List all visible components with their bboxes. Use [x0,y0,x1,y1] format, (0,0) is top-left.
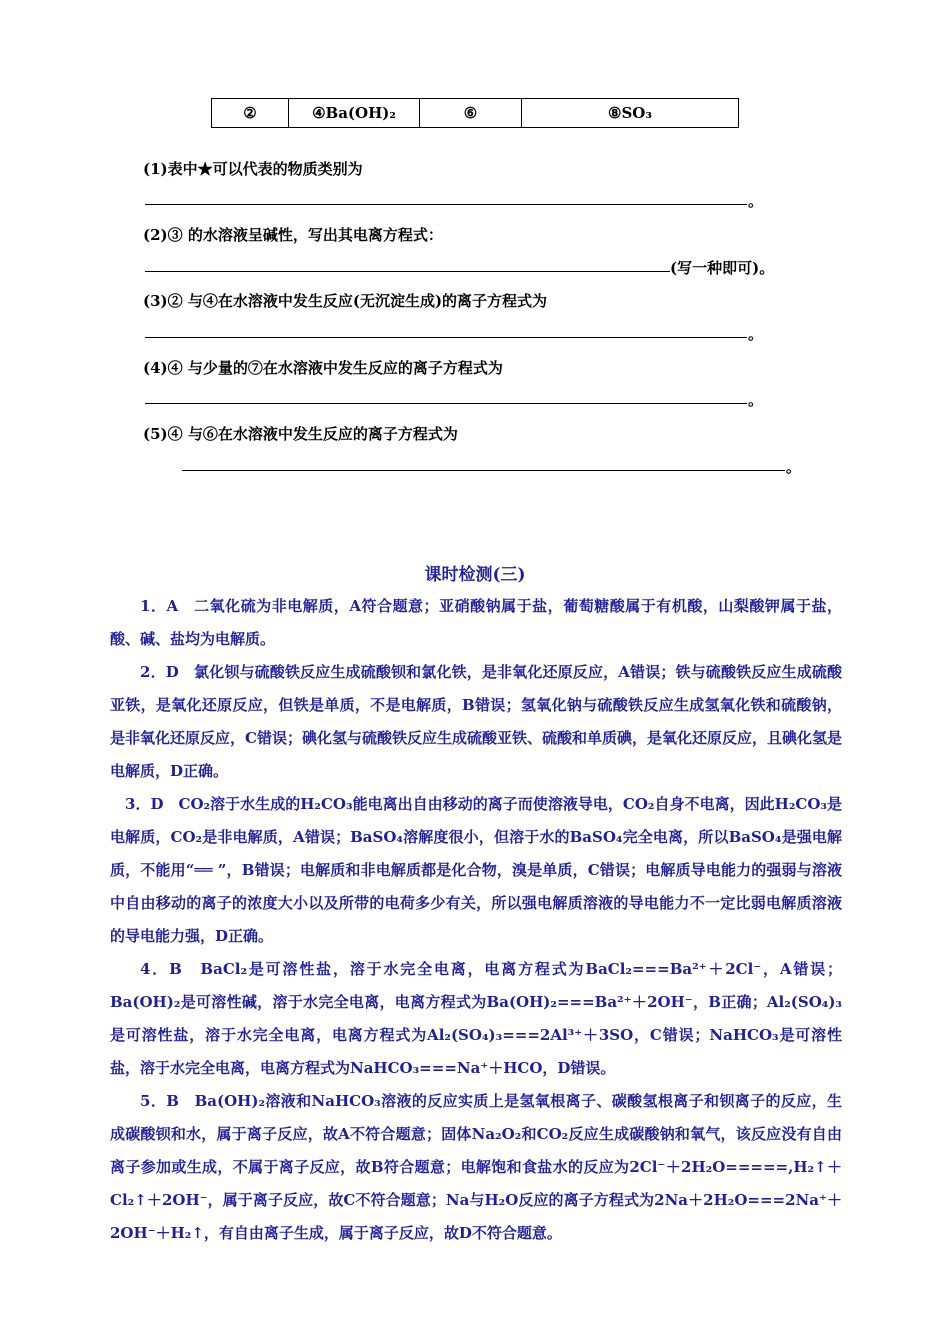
answer-line-4 [145,403,747,404]
answer-line-3 [145,337,747,338]
answer-line-1 [145,204,747,205]
question-1-end: 。 [748,192,764,210]
substance-table [211,98,739,128]
answer-item: 3．D CO₂溶于水生成的H₂CO₃能电离出自由移动的离子而使溶液导电，CO₂自身不电离，因此H₂CO₃是电解质，CO₂是非电解质，A错误；BaSO₄溶解度很小，但溶于水的BaSO₄完全电离，所以BaSO₄是强电解质，不能用“══ ”，B错误；电解质和非电解质都是化合物，溴是单质，C错误；电解质导电能力的强弱与溶液中自由移动的离子的浓度大小以及所带的电荷多少有关，所以强电解质溶液的导电能力不一定比弱电解质溶液的导电能力强，D正确。 [110,795,842,945]
question-4: (4)④ 与少量的⑦在水溶液中发生反应的离子方程式为 [143,359,503,377]
question-4-end: 。 [748,391,764,409]
question-1: (1)表中★可以代表的物质类别为 [143,160,363,178]
question-2-end: (写一种即可)。 [670,259,775,277]
question-5: (5)④ 与⑥在水溶液中发生反应的离子方程式为 [143,425,458,443]
table-cell: ⑥ [420,99,522,128]
answer-item: 2．D 氯化钡与硫酸铁反应生成硫酸钡和氯化铁，是非氧化还原反应，A错误；铁与硫酸铁反应生成硫酸亚铁，是氧化还原反应，但铁是单质，不是电解质，B错误；氢氧化钠与硫酸铁反应生成氢氧化铁和硫酸钠，是非氧化还原反应，C错误；碘化氢与硫酸铁反应生成硫酸亚铁、硫酸和单质碘，是氧化还原反应，且碘化氢是电解质，D正确。 [110,663,842,780]
answer-line-5 [182,470,785,471]
table-cell: ② [212,99,289,128]
question-2: (2)③ 的水溶液呈碱性，写出其电离方程式： [143,226,443,244]
table-cell: ⑧SO₃ [522,99,739,128]
answer-item: 5．B Ba(OH)₂溶液和NaHCO₃溶液的反应实质上是氢氧根离子、碳酸氢根离子和钡离子的反应，生成碳酸钡和水，属于离子反应，故A不符合题意；固体Na₂O₂和CO₂反应生成碳酸钠和氧气，该反应没有自由离子参加或生成，不属于离子反应，故B符合题意；电解饱和食盐水的反应为2Cl⁻＋2H₂O=====,H₂↑＋Cl₂↑＋2OH⁻，属于离子反应，故C不符合题意；Na与H₂O反应的离子方程式为2Na＋2H₂O===2Na⁺＋2OH⁻＋H₂↑，有自由离子生成，属于离子反应，故D不符合题意。 [110,1092,842,1242]
answer-list [110,590,842,1250]
question-5-end: 。 [786,458,802,476]
question-3-end: 。 [748,325,764,343]
answer-item: 1．A 二氧化硫为非电解质，A符合题意；亚硝酸钠属于盐，葡萄糖酸属于有机酸，山梨酸钾属于盐，酸、碱、盐均为电解质。 [110,597,842,648]
table-cell: ④Ba(OH)₂ [289,99,420,128]
answer-line-2 [145,271,670,272]
table-row [212,99,739,128]
answer-item: 4．B BaCl₂是可溶性盐，溶于水完全电离，电离方程式为BaCl₂===Ba²⁺＋2Cl⁻，A错误；Ba(OH)₂是可溶性碱，溶于水完全电离，电离方程式为Ba(OH)₂===Ba²⁺＋2OH⁻，B正确；Al₂(SO₄)₃是可溶性盐，溶于水完全电离，电离方程式为Al₂(SO₄)₃===2Al³⁺＋3SO，C错误；NaHCO₃是可溶性盐，溶于水完全电离，电离方程式为NaHCO₃===Na⁺＋HCO，D错误。 [110,960,842,1077]
question-3: (3)② 与④在水溶液中发生反应(无沉淀生成)的离子方程式为 [143,292,548,310]
section-title: 课时检测(三) [424,565,526,585]
